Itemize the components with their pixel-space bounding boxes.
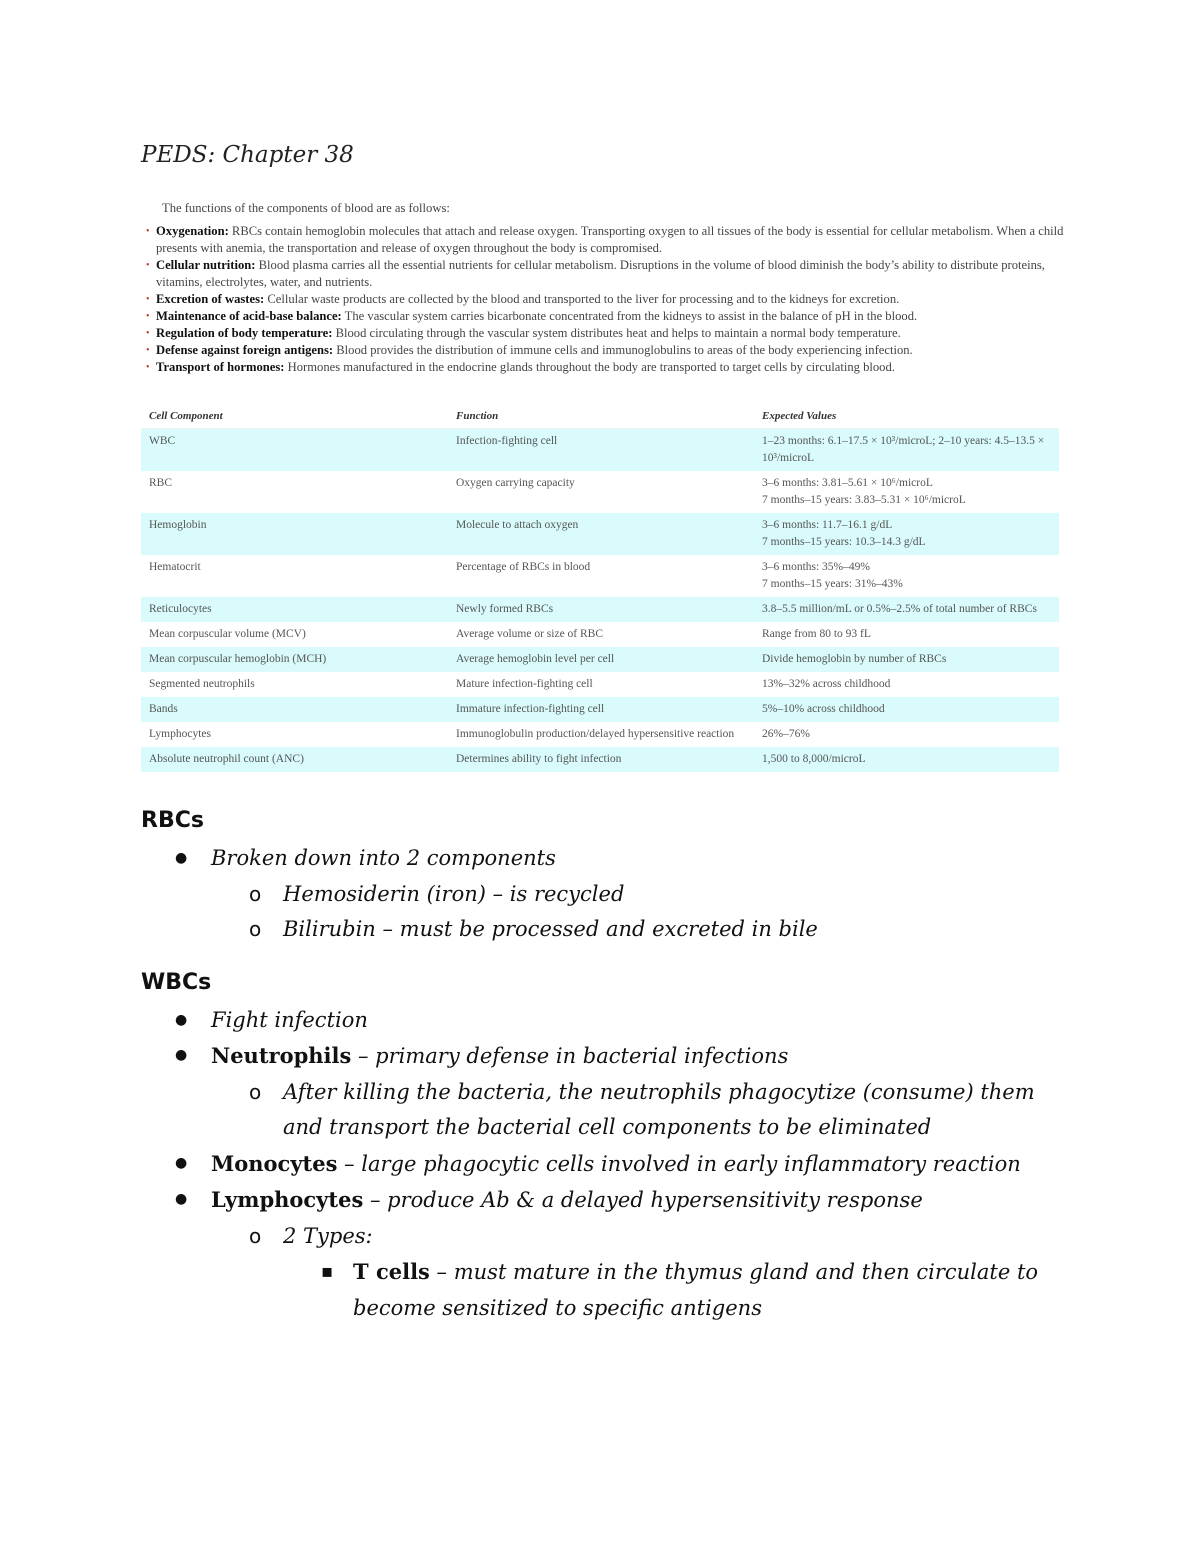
column-header: Expected Values	[754, 404, 1059, 429]
list-item	[146, 308, 1066, 325]
sub-list	[211, 1075, 1071, 1146]
value-line: 7 months–15 years: 10.3–14.3 g/dL	[762, 536, 926, 548]
intro-text: The functions of the components of blood are as follows:	[162, 201, 450, 215]
table-row	[141, 597, 1059, 622]
cell-function: Average volume or size of RBC	[456, 628, 604, 640]
bullet-term: T cells	[353, 1259, 430, 1284]
function-desc: The vascular system carries bicarbonate concentrated from the kidneys to assist in the balance of pH in the blood.	[344, 309, 918, 323]
bullet-term: Neutrophils	[211, 1043, 352, 1068]
value-line: 26%–76%	[762, 728, 810, 740]
function-desc: Cellular waste products are collected by the blood and transported to the liver for processing and to the kidneys for excretion.	[267, 292, 900, 306]
cell-function: Mature infection-fighting cell	[456, 678, 593, 690]
table-row	[141, 513, 1059, 555]
value-line: Range from 80 to 93 fL	[762, 628, 871, 640]
page-title: PEDS: Chapter 38	[141, 142, 354, 168]
function-desc: Hormones manufactured in the endocrine glands throughout the body are transported to target cells by circulating blood.	[287, 360, 895, 374]
cell-values	[754, 597, 1059, 622]
cell-values	[754, 647, 1059, 672]
wbcs-list	[141, 1003, 1071, 1327]
cell-component: Hematocrit	[149, 561, 201, 573]
table-row	[141, 672, 1059, 697]
rbcs-list	[141, 841, 1071, 948]
cell-component: Absolute neutrophil count (ANC)	[141, 747, 448, 772]
table-row	[141, 471, 1059, 513]
list-item	[283, 1219, 1071, 1327]
list-item	[146, 325, 1066, 342]
notes-section	[141, 808, 1071, 1348]
column-header: Function	[448, 404, 754, 429]
function-desc: Blood provides the distribution of immune cells and immunoglobulins to areas of the body experiencing infection.	[336, 343, 913, 357]
wbcs-heading: WBCs	[141, 969, 212, 995]
value-line: 3.8–5.5 million/mL or 0.5%–2.5% of total number of RBCs	[762, 603, 1037, 615]
function-term: Maintenance of acid-base balance:	[156, 309, 342, 323]
bullet-text: – must mature in the thymus gland and then circulate to become sensitized to specific antigens	[353, 1260, 1039, 1320]
bullet-text: – large phagocytic cells involved in early inflammatory reaction	[337, 1151, 1021, 1176]
value-line: 3–6 months: 11.7–16.1 g/dL	[762, 519, 893, 531]
functions-list	[146, 223, 1066, 376]
cell-values	[754, 471, 1059, 513]
rbcs-heading: RBCs	[141, 808, 204, 833]
list-item	[146, 342, 1066, 359]
cell-function: Percentage of RBCs in blood	[456, 561, 591, 573]
list-item	[283, 877, 1071, 913]
sub-sub-list	[283, 1254, 1071, 1326]
cell-function: Determines ability to fight infection	[448, 747, 754, 772]
bullet-text: – produce Ab & a delayed hypersensitivity response	[363, 1188, 923, 1212]
value-line: 1,500 to 8,000/microL	[762, 753, 866, 765]
function-desc: Blood circulating through the vascular system distributes heat and helps to maintain a normal body temperature.	[335, 326, 901, 340]
table-row	[141, 555, 1059, 597]
bullet-text: Bilirubin – must be processed and excreted in bile	[283, 917, 818, 941]
column-header: Cell Component	[141, 404, 448, 429]
list-item	[211, 1003, 1071, 1039]
cell-function: Molecule to attach oxygen	[448, 513, 754, 555]
cell-function: Immature infection-fighting cell	[448, 697, 754, 722]
list-item	[283, 1075, 1071, 1146]
cell-values	[754, 555, 1059, 597]
table-row	[141, 622, 1059, 647]
cell-component: Hemoglobin	[141, 513, 448, 555]
cell-component: Mean corpuscular volume (MCV)	[149, 628, 306, 640]
blood-values-table	[141, 404, 1059, 772]
value-line: 5%–10% across childhood	[762, 703, 885, 715]
cell-values	[754, 697, 1059, 722]
list-item	[211, 1182, 1071, 1326]
cell-component: Segmented neutrophils	[149, 678, 255, 690]
bullet-text: Broken down into 2 components	[211, 846, 556, 870]
cell-values	[754, 622, 1059, 647]
function-term: Regulation of body temperature:	[156, 326, 333, 340]
function-term: Cellular nutrition:	[156, 258, 256, 272]
cell-values	[754, 429, 1059, 472]
function-term: Oxygenation:	[156, 224, 229, 238]
cell-values	[754, 722, 1059, 747]
table-row	[141, 647, 1059, 672]
cell-component: RBC	[149, 477, 173, 489]
value-line: Divide hemoglobin by number of RBCs	[762, 653, 947, 665]
function-desc: RBCs contain hemoglobin molecules that attach and release oxygen. Transporting oxygen to all tissues of the body is essential for cellular metabolism. When a child presents with anemia, the transportation and release of oxygen throughout the body is compromised.	[156, 224, 1064, 255]
list-item	[146, 359, 1066, 376]
cell-function: Average hemoglobin level per cell	[448, 647, 754, 672]
sub-list	[211, 1219, 1071, 1327]
value-line: 13%–32% across childhood	[762, 678, 891, 690]
table-header-row	[141, 404, 1059, 429]
table-row	[141, 722, 1059, 747]
value-line: 3–6 months: 3.81–5.61 × 10⁶/microL	[762, 477, 933, 489]
cell-values	[754, 513, 1059, 555]
cell-function: Newly formed RBCs	[448, 597, 754, 622]
list-item	[211, 1038, 1071, 1146]
list-item	[146, 223, 1066, 257]
value-line: 7 months–15 years: 3.83–5.31 × 10⁶/microL	[762, 494, 966, 506]
list-item	[146, 291, 1066, 308]
value-line: 1–23 months: 6.1–17.5 × 10³/microL; 2–10 years: 4.5–13.5 × 10³/microL	[762, 435, 1045, 464]
cell-component: Lymphocytes	[149, 728, 211, 740]
bullet-text: Hemosiderin (iron) – is recycled	[283, 881, 625, 906]
cell-function: Oxygen carrying capacity	[456, 477, 575, 489]
value-line: 7 months–15 years: 31%–43%	[762, 578, 903, 590]
function-term: Excretion of wastes:	[156, 292, 265, 306]
list-item	[211, 1146, 1071, 1183]
cell-component: Mean corpuscular hemoglobin (MCH)	[141, 647, 448, 672]
blood-functions-excerpt	[146, 200, 1066, 376]
bullet-text: – primary defense in bacterial infections	[351, 1044, 789, 1068]
cell-component: Reticulocytes	[141, 597, 448, 622]
table-row	[141, 429, 1059, 472]
cell-values	[754, 747, 1059, 772]
function-desc: Blood plasma carries all the essential nutrients for cellular metabolism. Disruptions in the volume of blood diminish the body’s ability to distribute proteins, vitamins, electrolytes, water, and nutrients.	[156, 258, 1045, 289]
list-item	[283, 912, 1071, 948]
table-row	[141, 697, 1059, 722]
list-item	[211, 841, 1071, 948]
cell-function: Infection-fighting cell	[448, 429, 754, 472]
value-line: 3–6 months: 35%–49%	[762, 561, 870, 573]
cell-component: Bands	[141, 697, 448, 722]
bullet-term: Lymphocytes	[211, 1187, 364, 1212]
cell-function: Immunoglobulin production/delayed hypersensitive reaction	[456, 728, 735, 740]
bullet-text: 2 Types:	[283, 1223, 373, 1248]
function-term: Transport of hormones:	[156, 360, 285, 374]
table-row	[141, 747, 1059, 772]
list-item	[353, 1254, 1071, 1326]
list-item	[146, 257, 1066, 291]
bullet-term: Monocytes	[211, 1150, 338, 1176]
function-term: Defense against foreign antigens:	[156, 343, 334, 357]
cell-values	[754, 672, 1059, 697]
bullet-text: Fight infection	[211, 1007, 368, 1032]
sub-list	[211, 877, 1071, 948]
cell-component: WBC	[141, 429, 448, 472]
bullet-text: After killing the bacteria, the neutrophils phagocytize (consume) them and transport the bacterial cell components to be eliminated	[283, 1079, 1035, 1139]
